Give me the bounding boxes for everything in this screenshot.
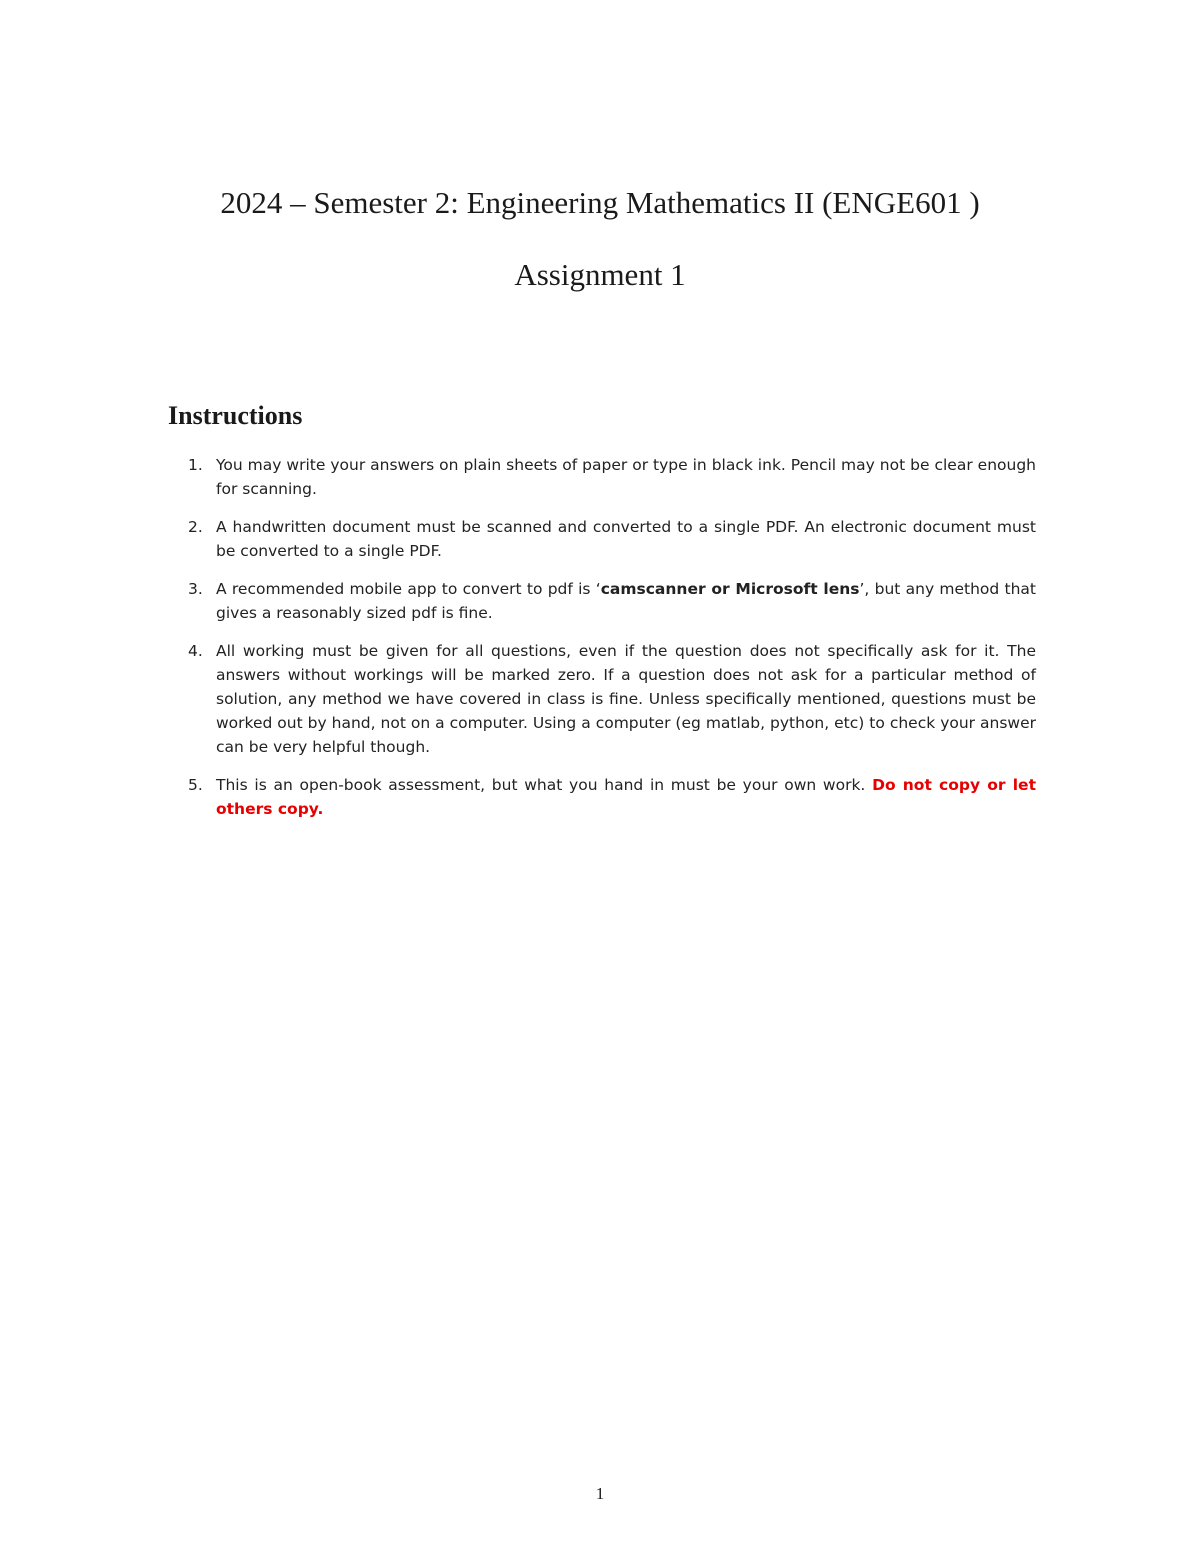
instruction-text: You may write your answers on plain sheets of paper or type in black ink. Pencil may not be clear enough for scanning. [216,456,1036,498]
instruction-item-5 [188,773,1036,821]
instruction-text: This is an open-book assessment, but what you hand in must be your own work. [216,776,873,794]
page-number: 1 [595,1484,605,1503]
document-subtitle: Assignment 1 [514,257,686,292]
instruction-item-4 [188,639,1036,759]
instruction-item-3 [188,577,1036,625]
instructions-heading: Instructions [168,401,303,430]
document-title: 2024 – Semester 2: Engineering Mathematics II (ENGE601 ) [220,185,980,220]
app-names-emphasis: camscanner or Microsoft lens [600,580,860,598]
instruction-number: 3. [188,580,203,598]
instruction-number: 4. [188,642,203,660]
instruction-item-2 [188,515,1036,563]
instruction-text-after: ’, but any method that gives a reasonably sized pdf is fine. [216,580,1037,622]
instructions-list [188,453,1036,835]
instruction-item-1 [188,453,1036,501]
instruction-number: 2. [188,518,203,536]
no-copy-warning: Do not copy or let others copy. [216,776,1036,818]
instruction-text: All working must be given for all questions, even if the question does not specifically ask for it. The answers without workings will be marked zero. If a question does not ask for a particular method of solution, any method we have covered in class is fine. Unless specifically mentioned, questions must be worked out by hand, not on a computer. Using a computer (eg matlab, python, etc) to check your answer can be very helpful though. [216,642,1036,756]
instruction-text-before: A recommended mobile app to convert to pdf is ‘ [216,580,601,598]
instruction-text: A handwritten document must be scanned and converted to a single PDF. An electronic document must be converted to a single PDF. [216,518,1036,560]
instruction-number: 5. [188,776,203,794]
instruction-number: 1. [188,456,203,474]
